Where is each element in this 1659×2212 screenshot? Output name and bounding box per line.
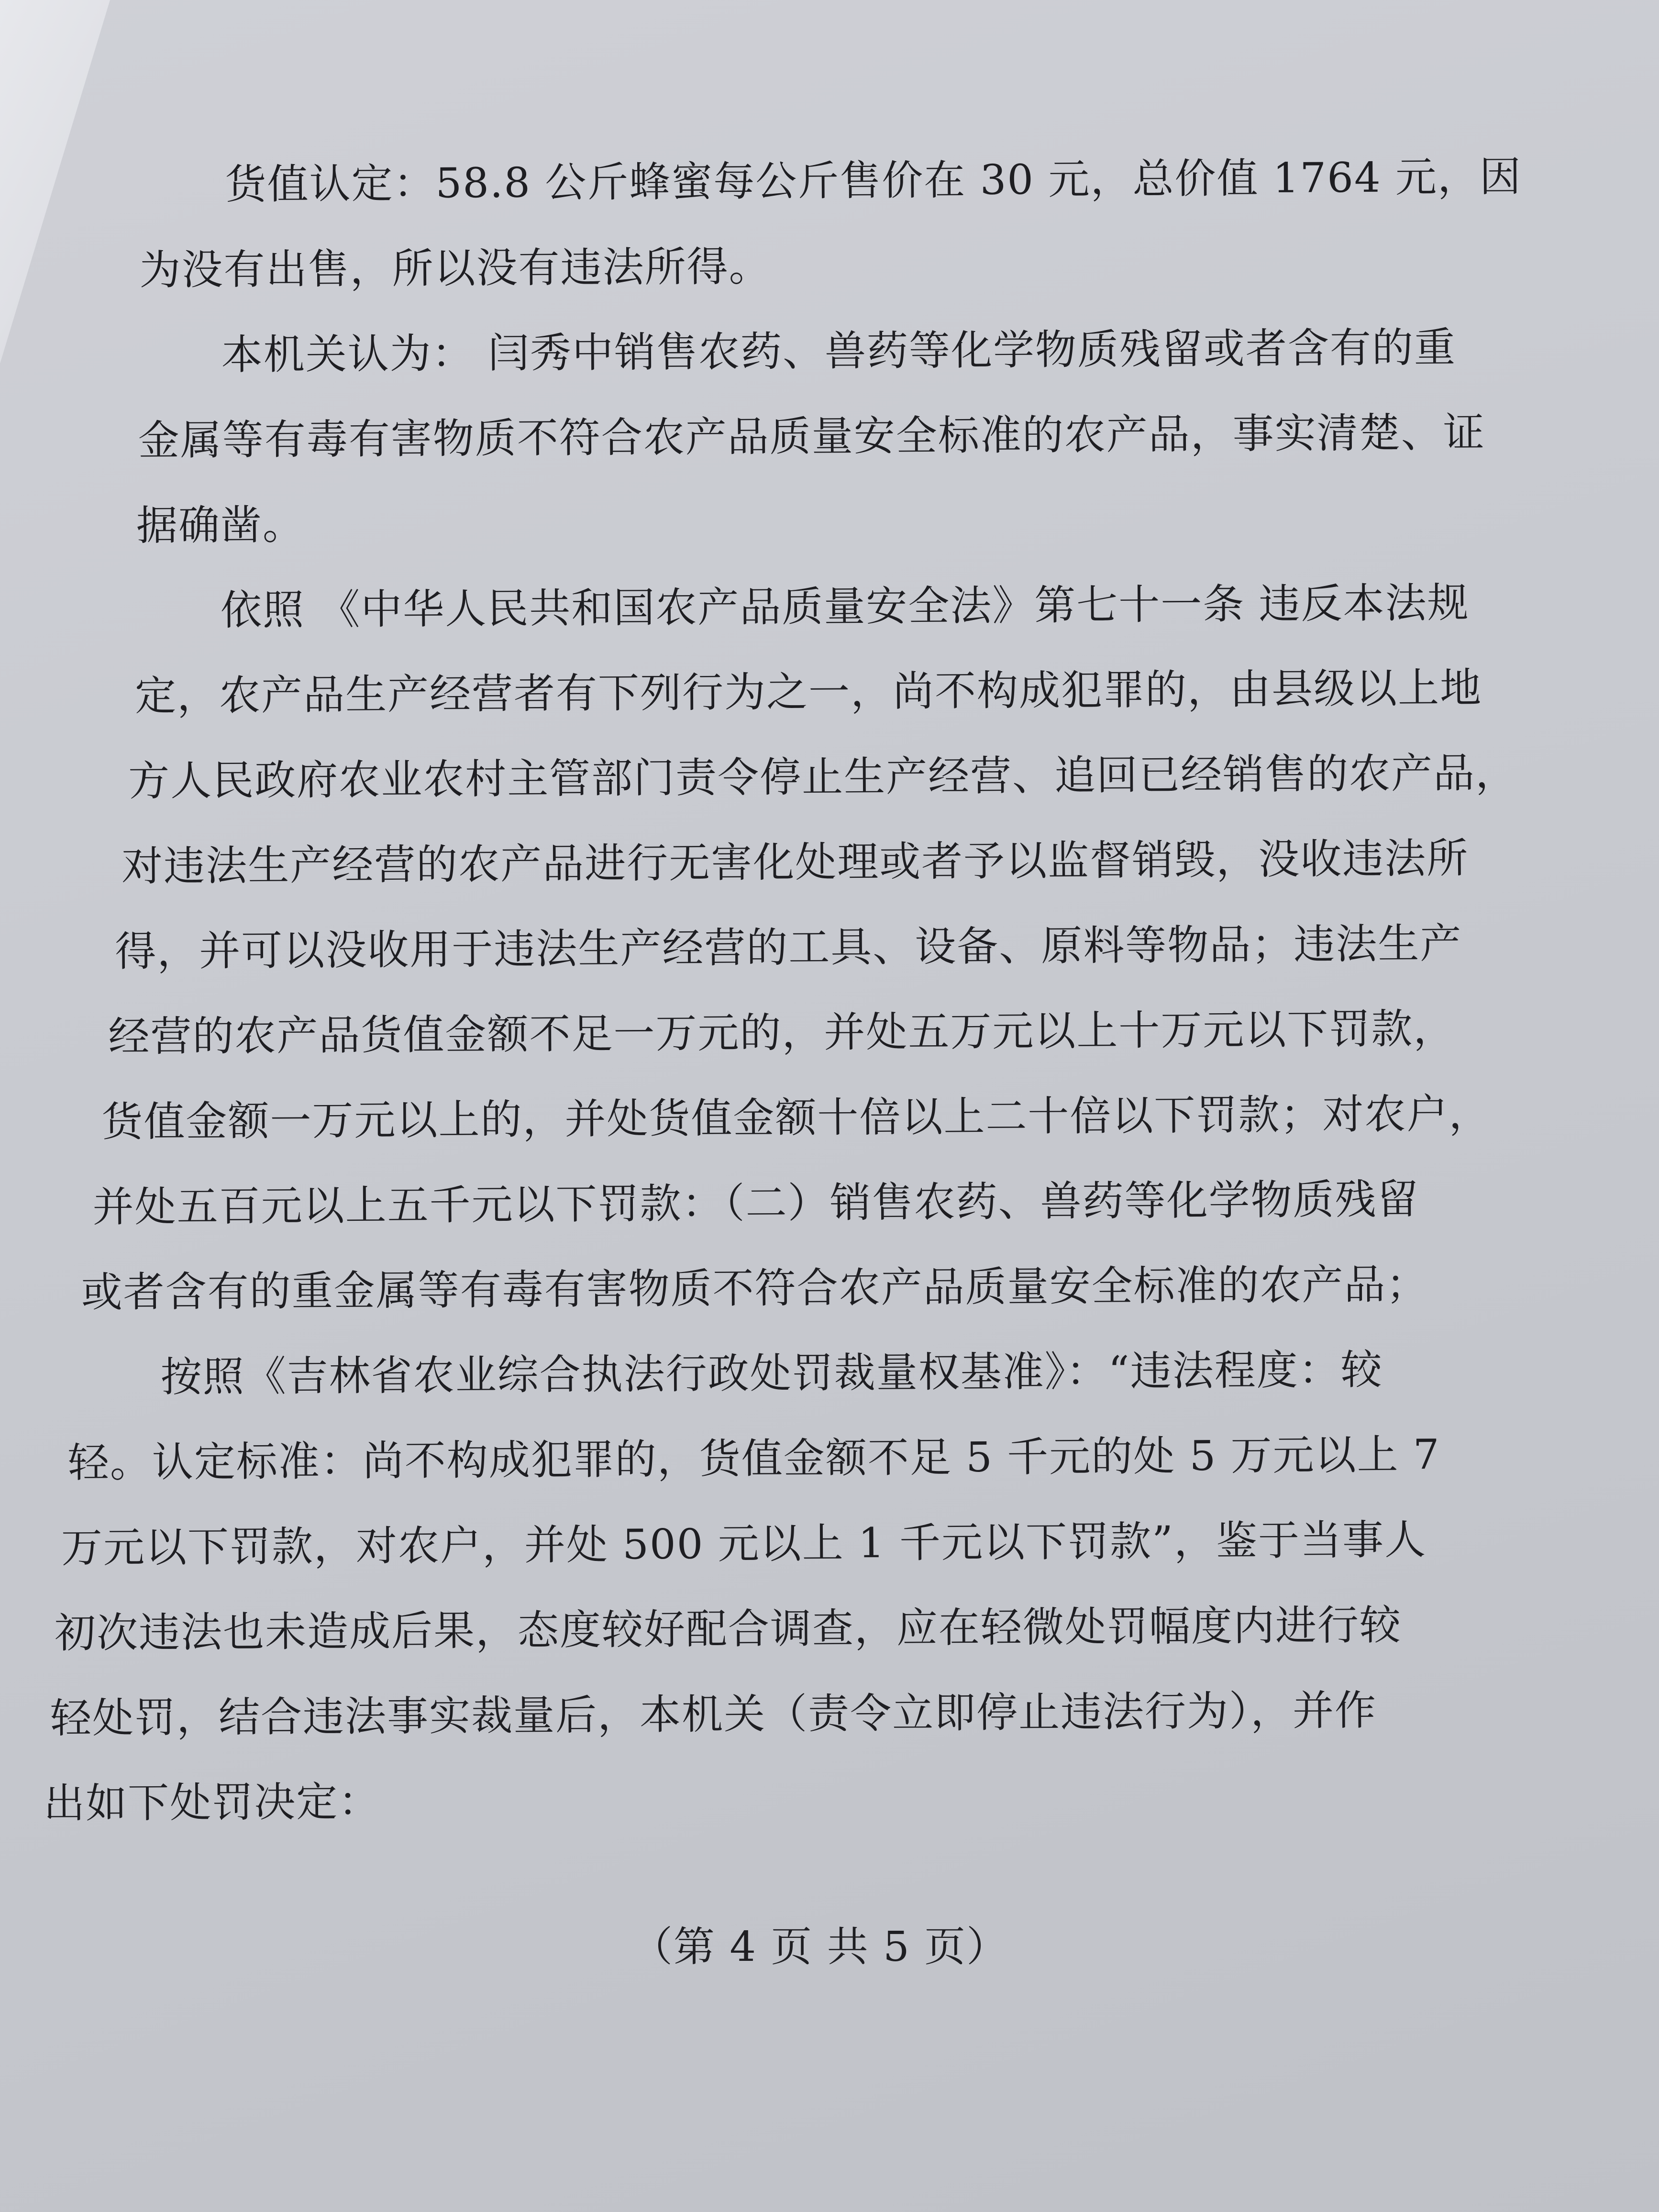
text-line: 据确凿。	[136, 501, 305, 550]
text-line: 为没有出售，所以没有违法所得。	[139, 243, 771, 295]
text-line: 本机关认为： 闫秀中销售农药、兽药等化学物质残留或者含有的重	[221, 323, 1457, 379]
text-line: 初次违法也未造成后果，态度较好配合调查，应在轻微处罚幅度内进行较	[54, 1601, 1402, 1658]
body-text	[19, 134, 1560, 1846]
text-line: 得，并可以没收用于违法生产经营的工具、设备、原料等物品；违法生产	[115, 919, 1462, 976]
text-line: 或者含有的重金属等有毒有害物质不符合农产品质量安全标准的农产品；	[81, 1261, 1428, 1317]
text-line: 出如下处罚决定：	[43, 1778, 381, 1828]
text-line: 并处五百元以上五千元以下罚款：（二）销售农药、兽药等化学物质残留	[92, 1175, 1419, 1232]
text-line: 定，农产品生产经营者有下列行为之一，尚不构成犯罪的，由县级以上地	[134, 664, 1482, 720]
text-line: 按照《吉林省农业综合执法行政处罚裁量权基准》：“违法程度：较	[160, 1346, 1383, 1402]
text-line: 依照 《中华人民共和国农产品质量安全法》第七十一条 违反本法规	[220, 579, 1470, 635]
text-line: 轻处罚，结合违法事实裁量后，本机关（责令立即停止违法行为），并作	[50, 1686, 1377, 1743]
text-line: 货值认定：58.8 公斤蜂蜜每公斤售价在 30 元，总价值 1764 元，因	[225, 153, 1522, 209]
page-number-footer: （第 4 页 共 5 页）	[631, 1923, 1009, 1971]
text-line: 轻。认定标准：尚不构成犯罪的，货值金额不足 5 千元的处 5 万元以上 7	[67, 1430, 1440, 1487]
text-line: 万元以下罚款，对农户，并处 500 元以上 1 千元以下罚款”，鉴于当事人	[61, 1516, 1427, 1572]
text-line: 金属等有毒有害物质不符合农产品质量安全标准的农产品，事实清楚、证	[138, 409, 1486, 465]
text-line: 货值金额一万元以上的，并处货值金额十倍以上二十倍以下罚款；对农户，	[101, 1090, 1491, 1146]
text-line: 方人民政府农业农村主管部门责令停止生产经营、追回已经销售的农产品，	[128, 749, 1518, 806]
text-line: 对违法生产经营的农产品进行无害化处理或者予以监督销毁，没收违法所	[121, 834, 1469, 891]
text-line: 经营的农产品货值金额不足一万元的，并处五万元以上十万元以下罚款，	[108, 1005, 1456, 1061]
